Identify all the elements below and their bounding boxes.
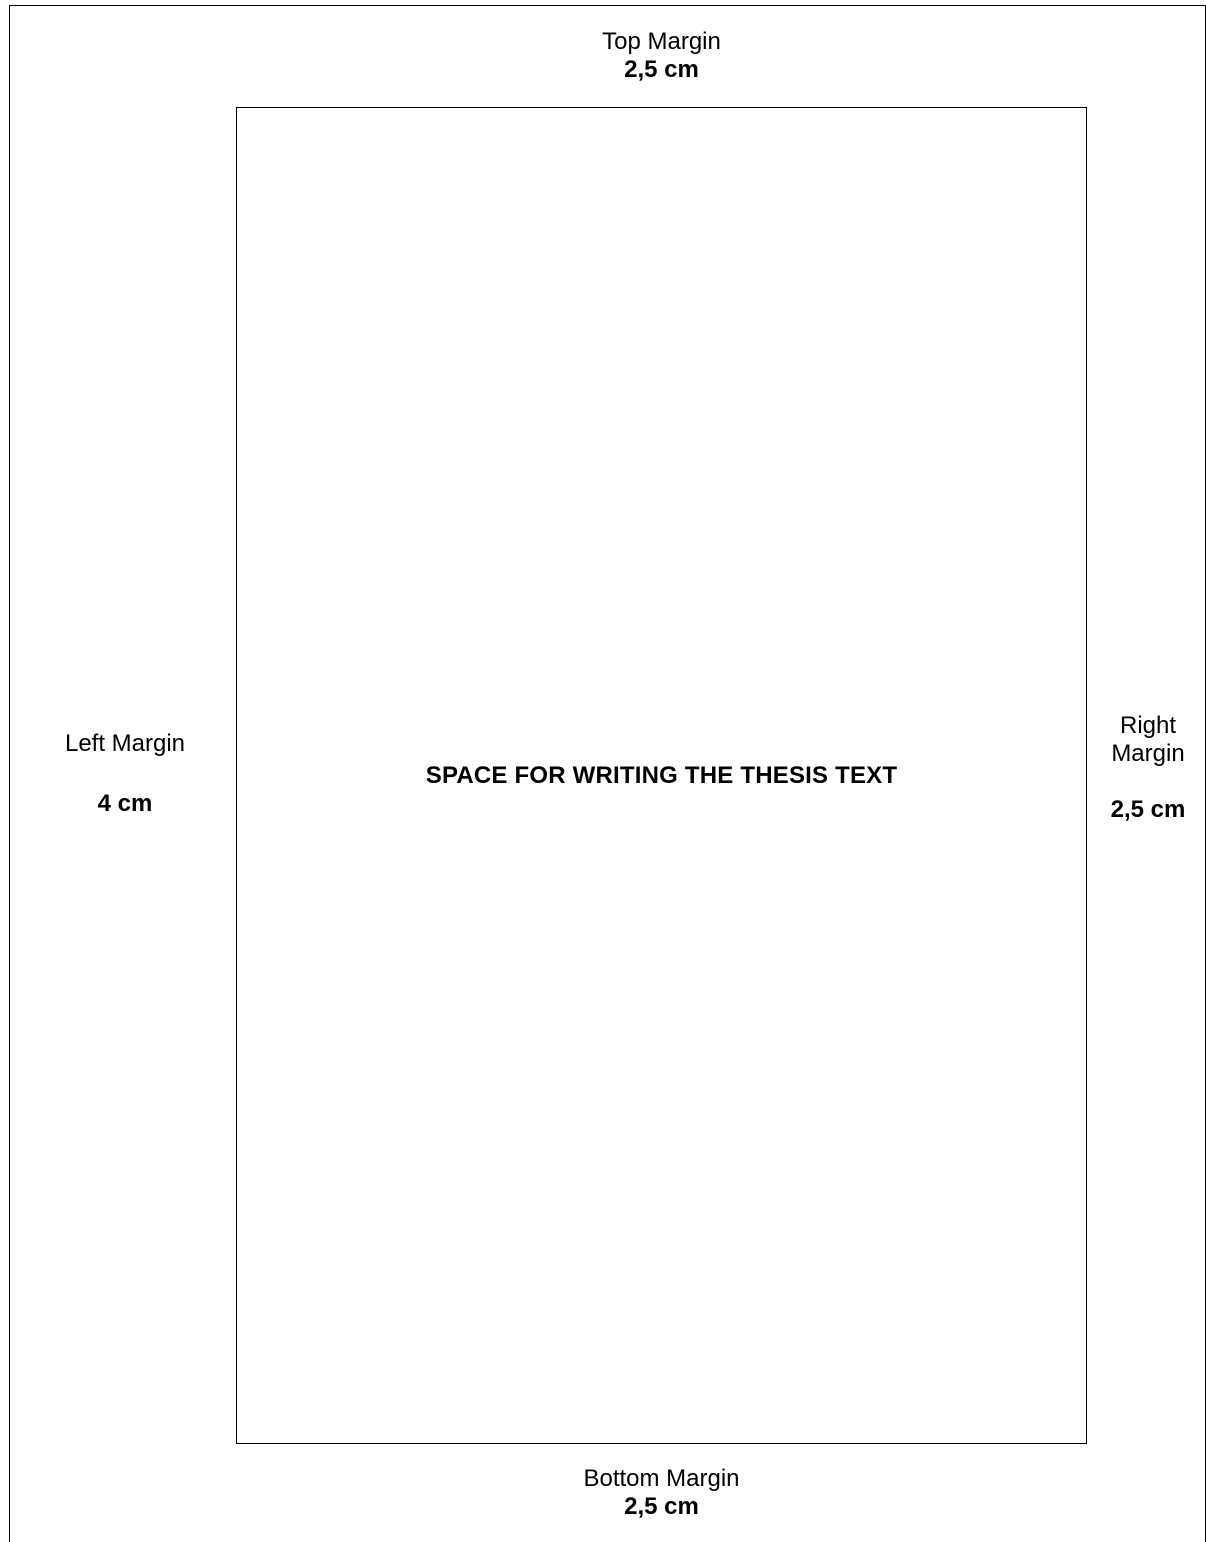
thesis-text-area-label: SPACE FOR WRITING THE THESIS TEXT [425, 762, 898, 789]
bottom-margin-title: Bottom Margin [583, 1465, 740, 1492]
right-margin-value: 2,5 cm [1110, 796, 1186, 823]
left-margin-title: Left Margin [64, 730, 186, 757]
right-margin-label [1090, 712, 1206, 824]
top-margin-value: 2,5 cm [624, 56, 699, 83]
left-margin-label [40, 730, 210, 818]
bottom-margin-label [236, 1465, 1087, 1521]
right-margin-title-line2: Margin [1111, 740, 1185, 767]
top-margin-label [236, 28, 1087, 84]
top-margin-title: Top Margin [602, 28, 721, 55]
bottom-margin-value: 2,5 cm [624, 1493, 699, 1520]
right-margin-title-line1: Right [1119, 712, 1177, 739]
left-margin-value: 4 cm [97, 790, 153, 817]
